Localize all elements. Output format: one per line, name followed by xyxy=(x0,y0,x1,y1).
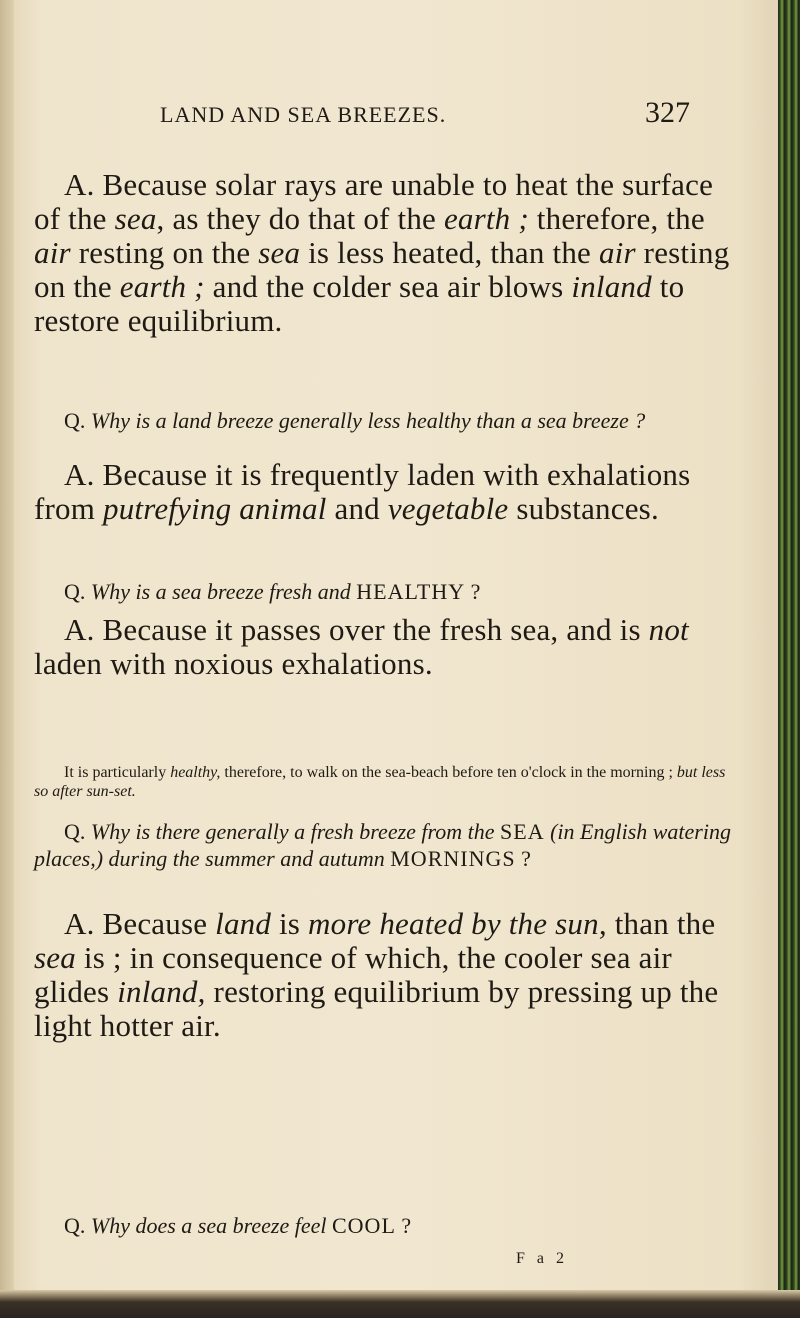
text-run: to restore equilibrium. xyxy=(34,269,685,338)
text-run: healthy, xyxy=(170,764,221,781)
paragraph-label: A. xyxy=(64,906,95,941)
answer-paragraph xyxy=(34,907,734,1043)
text-run: is less heated, than the xyxy=(300,235,599,270)
text-run: MORNINGS xyxy=(390,846,516,871)
paragraph-label: A. xyxy=(64,167,95,202)
text-run: than the xyxy=(606,906,716,941)
text-run: sea xyxy=(114,201,157,236)
paragraph-label: Q. xyxy=(64,408,86,433)
text-run: air xyxy=(598,235,636,270)
signature-mark: F a 2 xyxy=(516,1250,568,1267)
question-paragraph xyxy=(34,1212,734,1239)
footnote-paragraph xyxy=(34,763,734,801)
text-run: SEA xyxy=(500,819,545,844)
text-run: Why is there generally a fresh breeze from the xyxy=(85,819,501,844)
paragraph-label: Q. xyxy=(64,1213,86,1238)
running-head: LAND AND SEA BREEZES. xyxy=(160,102,447,127)
page-gutter-edge xyxy=(0,0,14,1318)
text-run: substances. xyxy=(508,491,659,526)
page-header xyxy=(160,96,690,136)
text-run: is ; in consequence of which, the cooler sea air glides xyxy=(34,940,672,1009)
text-run: putrefying animal xyxy=(103,491,327,526)
paragraph-label: It is particularly xyxy=(64,764,171,781)
answer-paragraph xyxy=(34,613,734,681)
text-run: HEALTHY xyxy=(356,579,466,604)
text-run: and the colder sea air blows xyxy=(204,269,572,304)
book-spine-edge xyxy=(778,0,800,1318)
text-run: therefore, the xyxy=(528,201,705,236)
text-run: , as they do that of the xyxy=(156,201,444,236)
text-run: resting on the xyxy=(34,235,730,304)
text-run: earth ; xyxy=(443,201,529,236)
paragraph-label: Q. xyxy=(64,579,86,604)
text-run: more heated by the sun, xyxy=(308,906,607,941)
text-run: Why is a sea breeze fresh and xyxy=(85,579,357,604)
text-run: vegetable xyxy=(387,491,509,526)
text-run: resting on the xyxy=(70,235,259,270)
text-run: Because it passes over the fresh sea, and is xyxy=(94,612,649,647)
text-run: Why is a land breeze generally less healthy than a sea breeze ? xyxy=(85,408,646,433)
text-run: Because it is frequently laden with exhalations from xyxy=(34,457,691,526)
text-run: ? xyxy=(395,1213,412,1238)
text-run: (in English watering places,) during the summer and autumn xyxy=(34,819,731,871)
text-run: earth ; xyxy=(119,269,205,304)
text-run: COOL xyxy=(332,1213,396,1238)
text-run: Because xyxy=(94,906,216,941)
text-run: not xyxy=(648,612,689,647)
text-run: sea xyxy=(34,940,76,975)
question-paragraph xyxy=(34,407,734,434)
question-paragraph xyxy=(34,818,734,872)
page-bottom-edge xyxy=(0,1290,800,1318)
answer-paragraph xyxy=(34,458,734,526)
text-run: ? xyxy=(515,846,531,871)
text-run: inland, xyxy=(117,974,206,1009)
paragraph-label: Q. xyxy=(64,819,86,844)
question-paragraph xyxy=(34,578,734,605)
text-run: restoring equilibrium by pressing up the light hotter air. xyxy=(34,974,719,1043)
text-run: ? xyxy=(465,579,481,604)
text-run: Why does a sea breeze feel xyxy=(85,1213,332,1238)
answer-paragraph xyxy=(34,168,734,338)
text-run: but less so after sun-set. xyxy=(34,764,726,800)
text-run: laden with noxious exhalations. xyxy=(34,646,433,681)
text-run: inland xyxy=(571,269,652,304)
text-run: therefore, to walk on the sea-beach before ten o'clock in the morning ; xyxy=(220,764,677,781)
text-run: sea xyxy=(258,235,301,270)
page-number: 327 xyxy=(645,96,690,129)
text-run: Because solar rays are unable to heat the surface of the xyxy=(34,167,714,236)
text-run: land xyxy=(215,906,272,941)
text-run: air xyxy=(34,235,71,270)
text-run: and xyxy=(326,491,388,526)
paragraph-label: A. xyxy=(64,457,95,492)
paragraph-label: A. xyxy=(64,612,95,647)
text-run: is xyxy=(271,906,309,941)
